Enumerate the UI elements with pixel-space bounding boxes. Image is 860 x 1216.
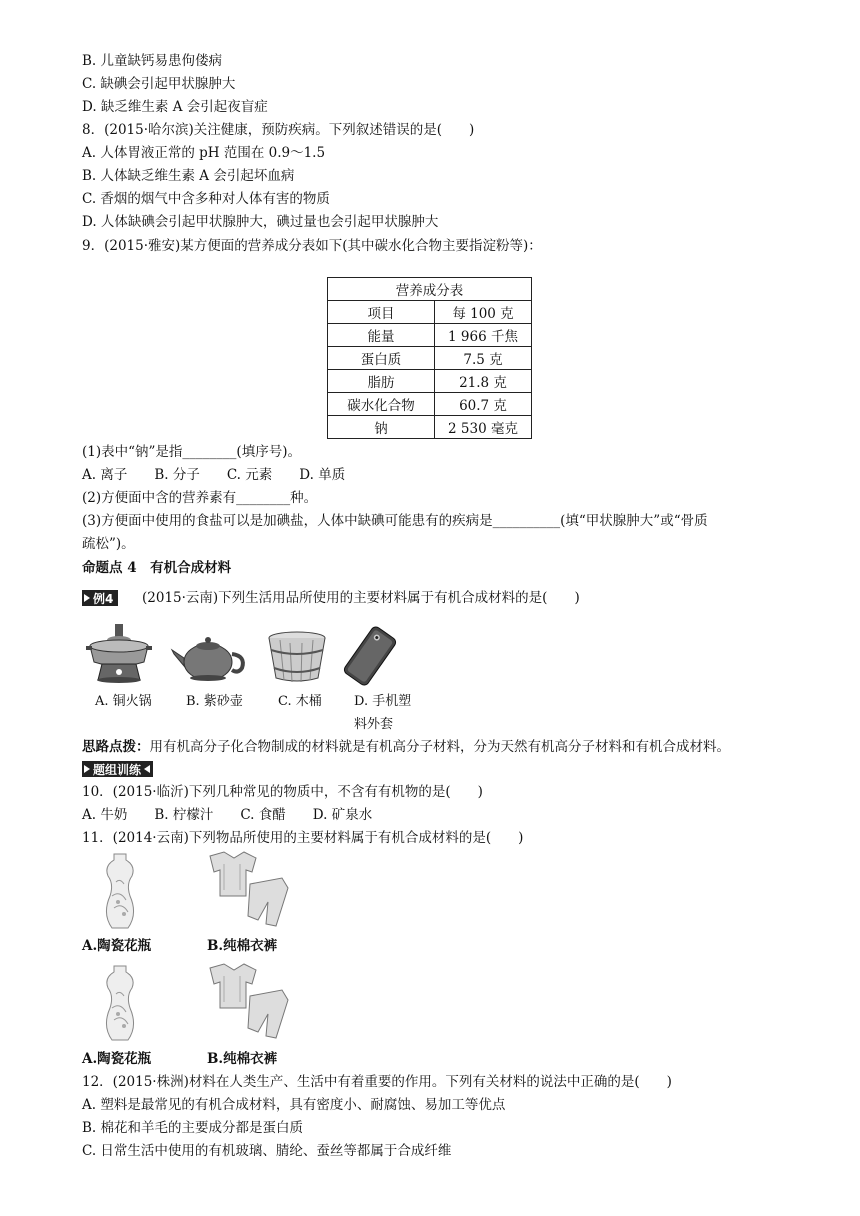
example-stem: (2015·云南)下列生活用品所使用的主要材料属于有机合成材料的是( ) xyxy=(142,590,580,606)
q11-caption-b-2: B.纯棉衣裤 xyxy=(207,1051,278,1067)
cotton-clothes-image xyxy=(200,850,292,930)
table-cell: 7.5 克 xyxy=(435,347,532,370)
caption-a: A. 铜火锅 xyxy=(95,694,152,709)
practice-tag-label: 题组训练 xyxy=(93,762,142,777)
q8-option-a: A. 人体胃液正常的 pH 范围在 0.9～1.5 xyxy=(82,145,326,161)
table-cell: 钠 xyxy=(328,416,435,439)
q9-stem: 9．(2015·雅安)某方便面的营养成分表如下(其中碳水化合物主要指淀粉等)： xyxy=(82,238,542,254)
table-title-row xyxy=(328,278,532,301)
table-cell: 碳水化合物 xyxy=(328,393,435,416)
table-row xyxy=(328,370,532,393)
caption-c: C. 木桶 xyxy=(278,694,322,709)
table-row xyxy=(328,347,532,370)
play-icon xyxy=(84,765,90,773)
q11-caption-a-2: A.陶瓷花瓶 xyxy=(82,1051,152,1067)
table-header-per100g: 每 100 克 xyxy=(435,301,532,324)
hint xyxy=(82,737,730,757)
vase-image xyxy=(96,964,144,1044)
nutrition-table xyxy=(327,277,532,439)
q7-option-c: C. 缺碘会引起甲状腺肿大 xyxy=(82,76,236,92)
caption-d-cont: 料外套 xyxy=(354,717,394,732)
q7-option-b: B. 儿童缺钙易患佝偻病 xyxy=(82,53,223,69)
q12-option-a: A. 塑料是最常见的有机合成材料，具有密度小、耐腐蚀、易加工等优点 xyxy=(82,1097,506,1113)
table-cell: 1 966 千焦 xyxy=(435,324,532,347)
q7-option-d: D. 缺乏维生素 A 会引起夜盲症 xyxy=(82,99,268,115)
table-cell: 蛋白质 xyxy=(328,347,435,370)
table-header-item: 项目 xyxy=(328,301,435,324)
example-tag-label: 例4 xyxy=(93,591,114,606)
caption-d: D. 手机塑 xyxy=(354,694,412,709)
table-cell: 21.8 克 xyxy=(435,370,532,393)
q8-stem: 8．(2015·哈尔滨)关注健康，预防疾病。下列叙述错误的是( ) xyxy=(82,122,475,138)
q9-part3-line1: (3)方便面中使用的食盐可以是加碘盐，人体中缺碘可能患有的疾病是__________(填“甲状腺肿大”或“骨质 xyxy=(82,513,708,529)
table-cell: 60.7 克 xyxy=(435,393,532,416)
q9-part3-line2: 疏松”)。 xyxy=(82,536,135,552)
teapot-image xyxy=(170,630,248,684)
vase-image xyxy=(96,852,144,932)
hint-label: 思路点拨： xyxy=(82,739,150,755)
q8-option-b: B. 人体缺乏维生素 A 会引起坏血病 xyxy=(82,168,295,184)
practice-tag xyxy=(82,761,153,777)
back-arrow-icon xyxy=(144,765,150,773)
cotton-clothes-image xyxy=(200,962,292,1042)
caption-b: B. 紫砂壶 xyxy=(186,694,243,709)
table-title: 营养成分表 xyxy=(328,278,532,301)
table-row xyxy=(328,416,532,439)
hint-text: 用有机高分子化合物制成的材料就是有机高分子材料，分为天然有机高分子材料和有机合成材料。 xyxy=(149,739,730,755)
phone-case-image xyxy=(342,626,398,686)
section-title: 命题点 4 有机合成材料 xyxy=(82,560,232,576)
copper-hotpot-image xyxy=(84,622,154,684)
q11-caption-b: B.纯棉衣裤 xyxy=(207,938,278,954)
table-cell: 脂肪 xyxy=(328,370,435,393)
play-icon xyxy=(84,594,90,602)
q10-stem: 10．(2015·临沂)下列几种常见的物质中，不含有有机物的是( ) xyxy=(82,784,483,800)
table-cell: 2 530 毫克 xyxy=(435,416,532,439)
q9-part1-options: A. 离子 B. 分子 C. 元素 D. 单质 xyxy=(82,467,346,483)
q8-option-d: D. 人体缺碘会引起甲状腺肿大，碘过量也会引起甲状腺肿大 xyxy=(82,214,439,230)
example-tag xyxy=(82,590,118,606)
table-row xyxy=(328,324,532,347)
table-row xyxy=(328,393,532,416)
q12-option-c: C. 日常生活中使用的有机玻璃、腈纶、蚕丝等都属于合成纤维 xyxy=(82,1143,452,1159)
q9-part1: (1)表中“钠”是指________(填序号)。 xyxy=(82,444,301,460)
q11-caption-a: A.陶瓷花瓶 xyxy=(82,938,152,954)
table-header-row xyxy=(328,301,532,324)
q9-part2: (2)方便面中含的营养素有________种。 xyxy=(82,490,318,506)
q10-options: A. 牛奶 B. 柠檬汁 C. 食醋 D. 矿泉水 xyxy=(82,807,373,823)
q12-stem: 12．(2015·株洲)材料在人类生产、生活中有着重要的作用。下列有关材料的说法中正确的是( ) xyxy=(82,1074,672,1090)
wooden-bucket-image xyxy=(266,630,328,684)
table-cell: 能量 xyxy=(328,324,435,347)
q8-option-c: C. 香烟的烟气中含多种对人体有害的物质 xyxy=(82,191,330,207)
q12-option-b: B. 棉花和羊毛的主要成分都是蛋白质 xyxy=(82,1120,304,1136)
q11-stem: 11．(2014·云南)下列物品所使用的主要材料属于有机合成材料的是( ) xyxy=(82,830,524,846)
